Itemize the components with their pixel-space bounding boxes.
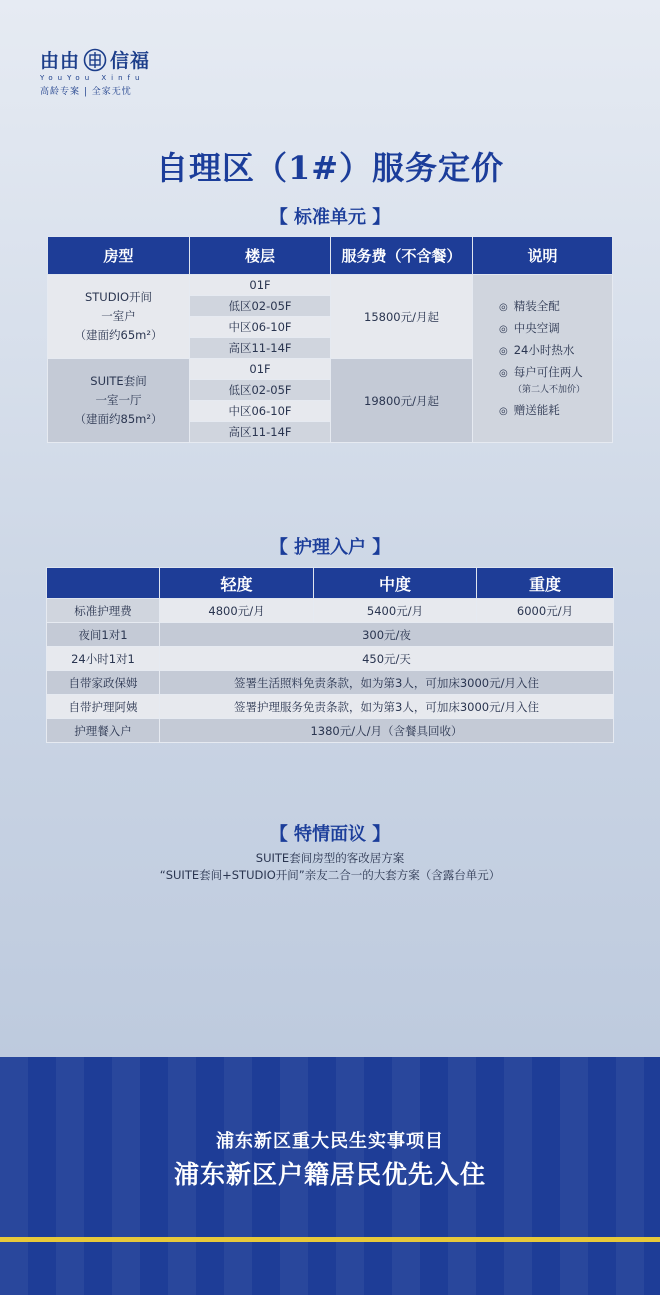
note-item: ◎ 24小时热水 (499, 342, 575, 357)
special-section-title: 【 特情面议 】 (269, 824, 391, 845)
header-floor: 楼层 (190, 237, 331, 275)
gold-stripe (0, 1237, 660, 1242)
brand-logo (40, 46, 190, 97)
header-room-type: 房型 (48, 237, 190, 275)
footer-banner (0, 1057, 660, 1295)
standard-price-table (47, 236, 613, 443)
note-item: ◎ 每户可住两人 (499, 364, 583, 379)
brand-english: YouYou Xinfu (40, 74, 145, 82)
header-service-fee: 服务费（不含餐） (331, 237, 473, 275)
table-row (47, 647, 614, 671)
table-header-row (48, 237, 613, 275)
ring-bullet-icon: ◎ (499, 301, 508, 313)
special-line: “SUITE套间+STUDIO开间”亲友二合一的大套方案（含露台单元） (159, 868, 501, 882)
table-row (48, 275, 613, 296)
notes-cell (473, 275, 613, 443)
price-heavy: 6000元/月 (477, 599, 614, 623)
note-item: ◎ 精装全配 (499, 298, 560, 313)
header-description: 说明 (473, 237, 613, 275)
suite-type-area: （建面约85m²） (74, 412, 163, 426)
row-label: 夜间1对1 (47, 623, 160, 647)
footer-subtitle: 浦东新区重大民生实事项目 (216, 1131, 444, 1152)
studio-price: 15800元/月起 (331, 275, 473, 359)
suite-floor-mid: 中区06-10F (190, 401, 331, 422)
table-row (47, 695, 614, 719)
page-title: 自理区（1#）服务定价 (155, 149, 505, 187)
brand-name-right: 信福 (110, 50, 151, 72)
table-row (47, 719, 614, 743)
note-sub: （第二人不加价） (513, 384, 586, 395)
care-section-title: 【 护理入户 】 (269, 537, 391, 558)
row-label: 24小时1对1 (47, 647, 160, 671)
special-text (0, 850, 660, 884)
row-value: 300元/夜 (160, 623, 614, 647)
header-light-level: 轻度 (160, 568, 314, 599)
standard-section-title: 【 标准单元 】 (269, 207, 391, 228)
table-header-row (47, 568, 614, 599)
studio-type-layout: 一室户 (101, 309, 136, 323)
row-value: 1380元/人/月（含餐具回收） (160, 719, 614, 743)
ring-bullet-icon: ◎ (499, 367, 508, 379)
table-row (47, 671, 614, 695)
brand-name-left: 由由 (40, 50, 81, 72)
row-label: 标准护理费 (47, 599, 160, 623)
studio-floor-low: 低区02-05F (190, 296, 331, 317)
suite-floor-low: 低区02-05F (190, 380, 331, 401)
row-value: 450元/天 (160, 647, 614, 671)
special-line: SUITE套间房型的客改居方案 (255, 851, 405, 865)
brand-emblem-icon (83, 48, 107, 72)
studio-type-name: STUDIO开间 (84, 290, 153, 304)
care-price-table (46, 567, 614, 743)
price-light: 4800元/月 (160, 599, 314, 623)
ring-bullet-icon: ◎ (499, 405, 508, 417)
row-value: 签署护理服务免责条款，如为第3人，可加床3000元/月入住 (160, 695, 614, 719)
header-medium-level: 中度 (314, 568, 477, 599)
suite-type-layout: 一室一厅 (95, 393, 142, 407)
table-row (47, 599, 614, 623)
studio-type-area: （建面约65m²） (74, 328, 163, 342)
row-label: 自带护理阿姨 (47, 695, 160, 719)
suite-floor-high: 高区11-14F (190, 422, 331, 443)
studio-floor-01: 01F (190, 275, 331, 296)
row-label: 自带家政保姆 (47, 671, 160, 695)
header-empty (47, 568, 160, 599)
studio-floor-mid: 中区06-10F (190, 317, 331, 338)
ring-bullet-icon: ◎ (499, 323, 508, 335)
suite-type-cell (48, 359, 190, 443)
row-value: 签署生活照料免责条款，如为第3人，可加床3000元/月入住 (160, 671, 614, 695)
note-item: ◎ 中央空调 (499, 320, 560, 335)
studio-type-cell (48, 275, 190, 359)
suite-price: 19800元/月起 (331, 359, 473, 443)
studio-floor-high: 高区11-14F (190, 338, 331, 359)
price-medium: 5400元/月 (314, 599, 477, 623)
footer-headline: 浦东新区户籍居民优先入住 (173, 1160, 486, 1189)
ring-bullet-icon: ◎ (499, 345, 508, 357)
suite-type-name: SUITE套间 (90, 374, 147, 388)
header-heavy-level: 重度 (477, 568, 614, 599)
brand-slogan: 高龄专案 | 全家无忧 (40, 87, 132, 97)
row-label: 护理餐入户 (47, 719, 160, 743)
note-item: ◎ 赠送能耗 (499, 402, 560, 417)
table-row (47, 623, 614, 647)
suite-floor-01: 01F (190, 359, 331, 380)
